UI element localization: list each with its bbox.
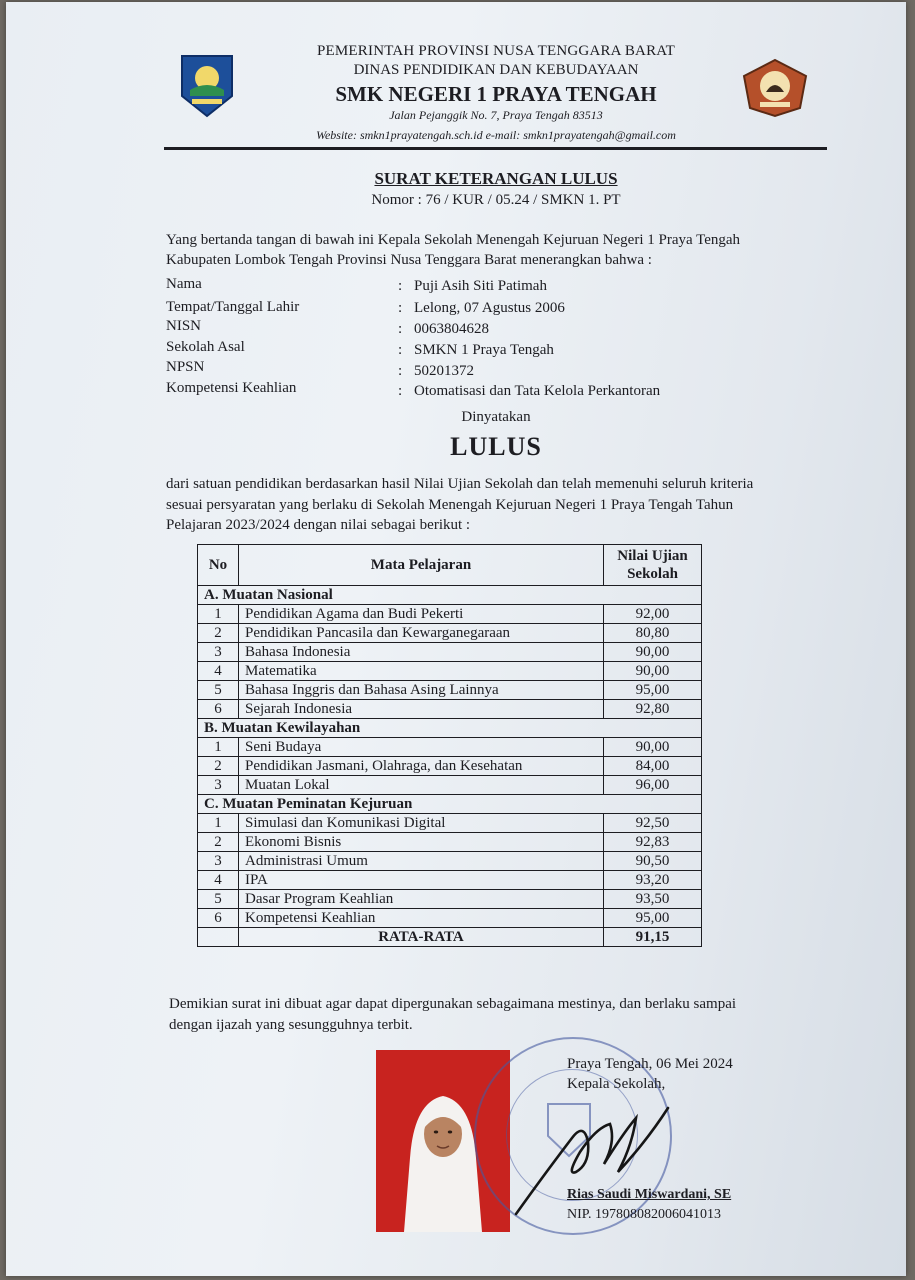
row-no: 1 xyxy=(198,605,239,624)
signer-name: Rias Saudi Miswardani, SE xyxy=(567,1187,732,1202)
row-subject: Ekonomi Bisnis xyxy=(239,833,604,852)
section-title: B. Muatan Kewilayahan xyxy=(198,719,702,738)
header-score-line-2: Sekolah xyxy=(627,566,678,582)
table-row xyxy=(198,814,702,833)
table-row xyxy=(198,624,702,643)
field-label-birth: Tempat/Tanggal Lahir xyxy=(166,299,300,315)
field-label-name: Nama xyxy=(166,276,202,292)
field-colon: : xyxy=(398,383,403,399)
row-no: 2 xyxy=(198,624,239,643)
header-score-line-1: Nilai Ujian xyxy=(617,548,688,564)
intro-line-2: Kabupaten Lombok Tengah Provinsi Nusa Tenggara Barat menerangkan bahwa : xyxy=(166,252,652,268)
row-subject: Simulasi dan Komunikasi Digital xyxy=(239,814,604,833)
field-colon: : xyxy=(398,300,403,316)
row-subject: Matematika xyxy=(239,662,604,681)
closing-line-2: dengan ijazah yang sesungguhnya terbit. xyxy=(169,1017,413,1033)
row-score: 92,00 xyxy=(604,605,702,624)
row-no: 2 xyxy=(198,833,239,852)
row-subject: Pendidikan Jasmani, Olahraga, dan Kesehatan xyxy=(239,757,604,776)
row-no: 5 xyxy=(198,890,239,909)
table-row xyxy=(198,871,702,890)
table-header-row xyxy=(198,545,702,586)
row-no: 1 xyxy=(198,738,239,757)
table-row xyxy=(198,700,702,719)
section-row xyxy=(198,719,702,738)
row-no: 2 xyxy=(198,757,239,776)
average-label: RATA-RATA xyxy=(239,928,604,947)
field-label-competency: Kompetensi Keahlian xyxy=(166,380,297,396)
row-no: 6 xyxy=(198,700,239,719)
row-no: 4 xyxy=(198,871,239,890)
row-subject: Pendidikan Agama dan Budi Pekerti xyxy=(239,605,604,624)
row-score: 95,00 xyxy=(604,909,702,928)
row-score: 96,00 xyxy=(604,776,702,795)
field-label-school: Sekolah Asal xyxy=(166,339,245,355)
row-subject: Bahasa Inggris dan Bahasa Asing Lainnya xyxy=(239,681,604,700)
row-score: 92,83 xyxy=(604,833,702,852)
section-title: C. Muatan Peminatan Kejuruan xyxy=(198,795,702,814)
field-colon: : xyxy=(398,278,403,294)
header-school-name: SMK NEGERI 1 PRAYA TENGAH xyxy=(335,82,657,106)
field-value-name: Puji Asih Siti Patimah xyxy=(414,278,547,294)
field-value-birth: Lelong, 07 Agustus 2006 xyxy=(414,300,565,316)
average-value: 91,15 xyxy=(604,928,702,947)
table-row xyxy=(198,890,702,909)
row-subject: IPA xyxy=(239,871,604,890)
row-no: 6 xyxy=(198,909,239,928)
row-score: 90,00 xyxy=(604,738,702,757)
row-no: 4 xyxy=(198,662,239,681)
signature-position: Kepala Sekolah, xyxy=(567,1076,666,1092)
field-value-nisn: 0063804628 xyxy=(414,321,489,337)
header-address: Jalan Pejanggik No. 7, Praya Tengah 83513 xyxy=(389,108,603,122)
signature-place-date: Praya Tengah, 06 Mei 2024 xyxy=(567,1056,733,1072)
header-contact: Website: smkn1prayatengah.sch.id e-mail: smkn1prayatengah@gmail.com xyxy=(316,128,676,142)
row-score: 80,80 xyxy=(604,624,702,643)
body-line-2: sesuai persyaratan yang berlaku di Sekolah Menengah Kejuruan Negeri 1 Praya Tengah Tahun xyxy=(166,497,734,513)
table-row xyxy=(198,757,702,776)
field-colon: : xyxy=(398,321,403,337)
row-subject: Muatan Lokal xyxy=(239,776,604,795)
header-department: DINAS PENDIDIKAN DAN KEBUDAYAAN xyxy=(353,62,639,78)
row-score: 90,00 xyxy=(604,662,702,681)
average-empty-cell xyxy=(198,928,239,947)
header-no: No xyxy=(198,545,239,586)
body-line-1: dari satuan pendidikan berdasarkan hasil Nilai Ujian Sekolah dan telah memenuhi seluruh kriteria xyxy=(166,476,754,492)
declared-label: Dinyatakan xyxy=(461,409,531,425)
section-row xyxy=(198,795,702,814)
row-no: 1 xyxy=(198,814,239,833)
result-status: LULUS xyxy=(450,432,542,461)
row-no: 3 xyxy=(198,852,239,871)
header-subject: Mata Pelajaran xyxy=(239,545,604,586)
average-row xyxy=(198,928,702,947)
table-row xyxy=(198,643,702,662)
signer-nip: NIP. 197808082006041013 xyxy=(567,1207,722,1222)
closing-line-1: Demikian surat ini dibuat agar dapat dipergunakan sebagaimana mestinya, dan berlaku sampai xyxy=(169,996,737,1012)
row-no: 5 xyxy=(198,681,239,700)
row-score: 92,80 xyxy=(604,700,702,719)
signature-icon xyxy=(506,1102,706,1222)
document-page xyxy=(6,2,906,1276)
field-value-npsn: 50201372 xyxy=(414,363,474,379)
header-divider xyxy=(164,147,827,150)
intro-line-1: Yang bertanda tangan di bawah ini Kepala Sekolah Menengah Kejuruan Negeri 1 Praya Tengah xyxy=(166,232,741,248)
row-subject: Seni Budaya xyxy=(239,738,604,757)
field-value-school: SMKN 1 Praya Tengah xyxy=(414,342,554,358)
row-subject: Kompetensi Keahlian xyxy=(239,909,604,928)
table-row xyxy=(198,662,702,681)
header-government: PEMERINTAH PROVINSI NUSA TENGGARA BARAT xyxy=(316,43,676,59)
document-number: Nomor : 76 / KUR / 05.24 / SMKN 1. PT xyxy=(371,192,621,208)
field-value-competency: Otomatisasi dan Tata Kelola Perkantoran xyxy=(414,383,661,399)
table-row xyxy=(198,605,702,624)
table-row xyxy=(198,833,702,852)
field-label-npsn: NPSN xyxy=(166,359,205,375)
row-subject: Bahasa Indonesia xyxy=(239,643,604,662)
row-score: 95,00 xyxy=(604,681,702,700)
section-title: A. Muatan Nasional xyxy=(198,586,702,605)
table-row xyxy=(198,776,702,795)
body-line-3: Pelajaran 2023/2024 dengan nilai sebagai berikut : xyxy=(166,517,471,533)
section-row xyxy=(198,586,702,605)
field-label-nisn: NISN xyxy=(166,318,202,334)
header-score xyxy=(604,545,702,586)
row-score: 93,50 xyxy=(604,890,702,909)
document-title: SURAT KETERANGAN LULUS xyxy=(374,169,618,188)
row-no: 3 xyxy=(198,776,239,795)
table-row xyxy=(198,852,702,871)
row-subject: Administrasi Umum xyxy=(239,852,604,871)
table-row xyxy=(198,738,702,757)
table-row xyxy=(198,681,702,700)
row-score: 93,20 xyxy=(604,871,702,890)
field-colon: : xyxy=(398,363,403,379)
row-score: 84,00 xyxy=(604,757,702,776)
field-colon: : xyxy=(398,342,403,358)
row-score: 90,50 xyxy=(604,852,702,871)
grades-table xyxy=(197,544,702,947)
row-subject: Pendidikan Pancasila dan Kewarganegaraan xyxy=(239,624,604,643)
row-score: 92,50 xyxy=(604,814,702,833)
row-score: 90,00 xyxy=(604,643,702,662)
row-subject: Sejarah Indonesia xyxy=(239,700,604,719)
row-subject: Dasar Program Keahlian xyxy=(239,890,604,909)
table-row xyxy=(198,909,702,928)
row-no: 3 xyxy=(198,643,239,662)
